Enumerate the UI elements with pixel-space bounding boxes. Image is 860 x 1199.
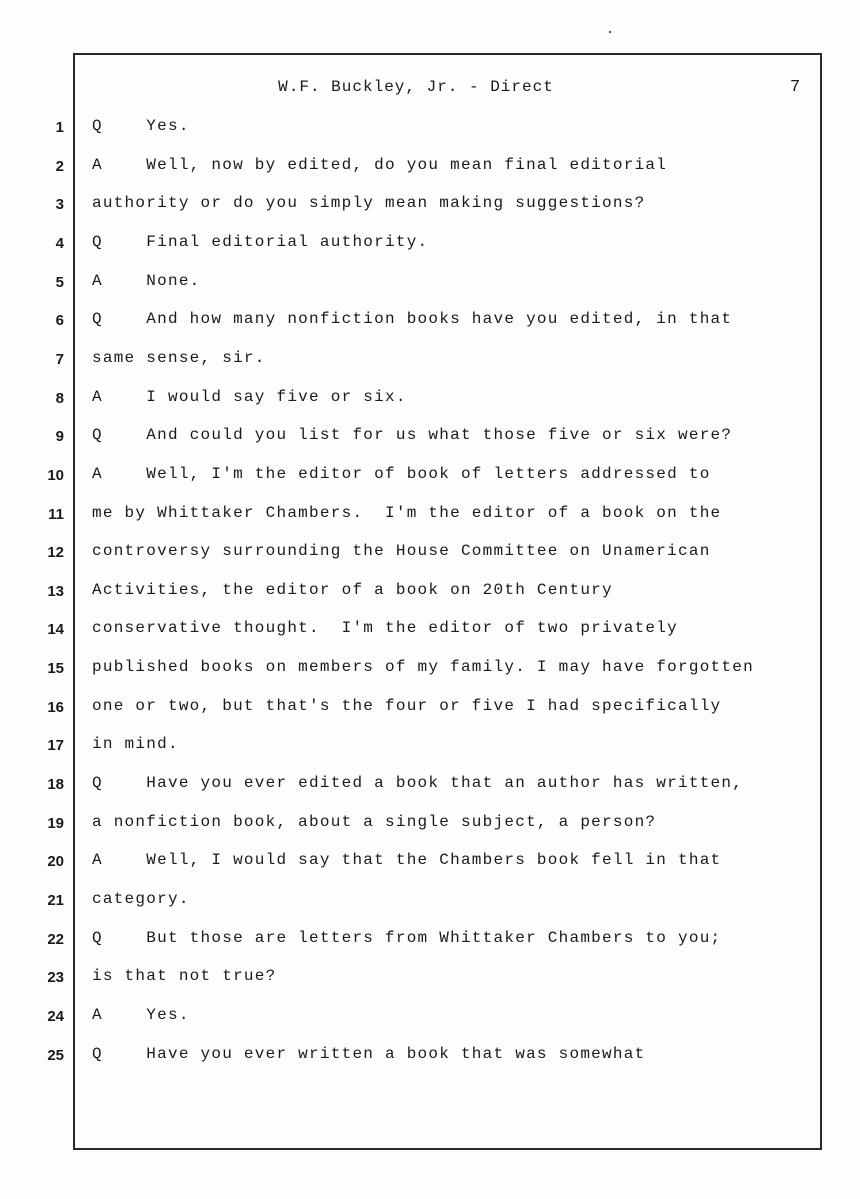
line-number: 7 <box>55 350 64 368</box>
line-number: 6 <box>55 312 64 330</box>
transcript-line <box>0 156 860 194</box>
line-number: 17 <box>47 737 64 755</box>
transcript-line <box>0 1045 860 1083</box>
transcript-line <box>0 735 860 773</box>
line-number: 2 <box>55 157 64 175</box>
line-number: 18 <box>47 776 64 794</box>
line-number: 23 <box>47 969 64 987</box>
line-text: is that not true? <box>92 967 277 986</box>
line-text: a nonfiction book, about a single subject, a person? <box>92 812 657 831</box>
line-number: 25 <box>47 1046 64 1064</box>
transcript-line <box>0 619 860 657</box>
line-text: me by Whittaker Chambers. I'm the editor of a book on the <box>92 503 722 522</box>
line-text: A Yes. <box>92 1005 190 1024</box>
transcript-line <box>0 194 860 232</box>
line-text: authority or do you simply mean making suggestions? <box>92 194 646 213</box>
line-text: A Well, I would say that the Chambers book fell in that <box>92 851 722 870</box>
line-text: Q Have you ever edited a book that an author has written, <box>92 774 744 793</box>
line-number: 3 <box>55 196 64 214</box>
transcript-line <box>0 581 860 619</box>
line-text: one or two, but that's the four or five I had specifically <box>92 696 722 715</box>
transcript-line <box>0 658 860 696</box>
line-number: 22 <box>47 930 64 948</box>
transcript-line <box>0 697 860 735</box>
line-number: 15 <box>47 660 64 678</box>
line-text: Q And how many nonfiction books have you edited, in that <box>92 310 733 329</box>
line-text: Q Yes. <box>92 117 190 135</box>
line-text: A Well, I'm the editor of book of letters addressed to <box>92 464 711 483</box>
line-text: category. <box>92 890 190 908</box>
transcript-line <box>0 851 860 889</box>
line-text: conservative thought. I'm the editor of two privately <box>92 619 678 638</box>
line-number: 5 <box>55 273 64 291</box>
line-number: 19 <box>47 814 64 832</box>
line-number: 14 <box>47 621 64 639</box>
transcript-line <box>0 233 860 271</box>
line-number: 9 <box>55 428 64 446</box>
line-text: A None. <box>92 271 201 290</box>
line-text: Q Have you ever written a book that was somewhat <box>92 1044 646 1063</box>
line-text: A I would say five or six. <box>92 387 407 406</box>
line-text: published books on members of my family. I may have forgotten <box>92 658 754 677</box>
line-number: 1 <box>55 119 64 136</box>
line-number: 12 <box>47 544 64 562</box>
transcript-line <box>0 890 860 928</box>
line-text: same sense, sir. <box>92 348 266 367</box>
line-number: 16 <box>47 698 64 716</box>
transcript-line <box>0 967 860 1005</box>
transcript-line <box>0 388 860 426</box>
transcript-line <box>0 542 860 580</box>
page-number: 7 <box>790 78 801 97</box>
line-number: 24 <box>47 1007 64 1025</box>
transcript-line <box>0 929 860 967</box>
transcript-line <box>0 504 860 542</box>
transcript-line <box>0 349 860 387</box>
transcript-line <box>0 774 860 812</box>
line-text: in mind. <box>92 735 179 754</box>
transcript-line <box>0 1006 860 1044</box>
page-header-title: W.F. Buckley, Jr. - Direct <box>278 78 554 96</box>
transcript-line <box>0 813 860 851</box>
line-text: Q But those are letters from Whittaker Chambers to you; <box>92 928 722 947</box>
line-number: 8 <box>55 389 64 407</box>
line-text: Activities, the editor of a book on 20th Century <box>92 580 613 599</box>
line-text: Q And could you list for us what those five or six were? <box>92 426 733 445</box>
scan-artifact-dot <box>609 31 611 33</box>
transcript-line <box>0 426 860 464</box>
line-number: 13 <box>47 582 64 600</box>
line-number: 4 <box>55 234 64 252</box>
line-number: 21 <box>47 892 64 909</box>
line-number: 20 <box>47 853 64 871</box>
line-number: 11 <box>48 505 64 523</box>
line-number: 10 <box>47 466 64 484</box>
transcript-line <box>0 272 860 310</box>
line-text: A Well, now by edited, do you mean final editorial <box>92 155 668 174</box>
transcript-line <box>0 117 860 155</box>
line-text: Q Final editorial authority. <box>92 232 429 251</box>
line-text: controversy surrounding the House Committee on Unamerican <box>92 542 711 561</box>
transcript-line <box>0 465 860 503</box>
transcript-line <box>0 310 860 348</box>
